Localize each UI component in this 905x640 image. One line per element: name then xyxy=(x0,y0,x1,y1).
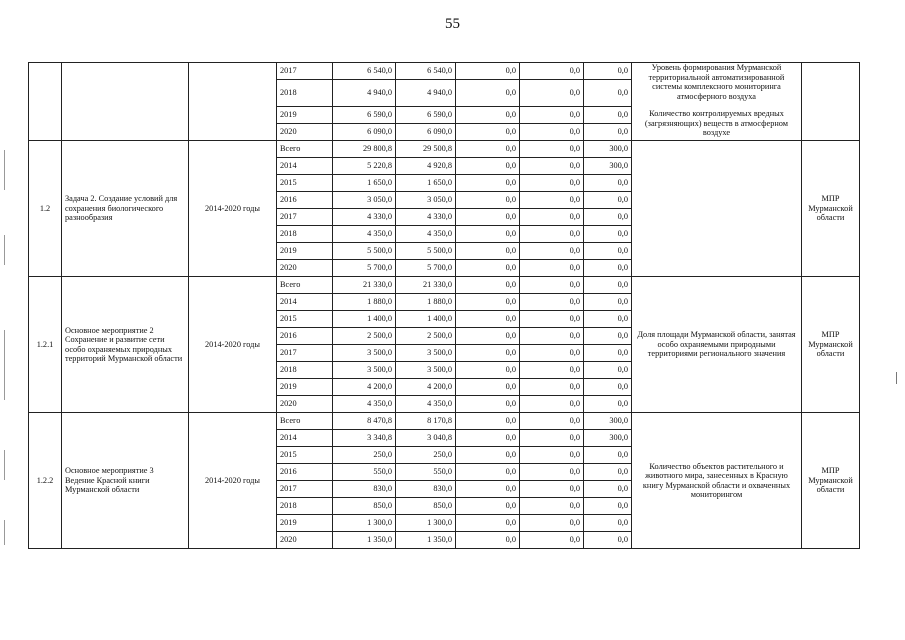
regional-budget-cell: 3 050,0 xyxy=(396,192,456,209)
year-cell: 2019 xyxy=(277,379,333,396)
regional-budget-cell: 4 350,0 xyxy=(396,396,456,413)
regional-budget-cell: 6 590,0 xyxy=(396,107,456,124)
amount-cell: 0,0 xyxy=(520,345,584,362)
total-cell: 4 940,0 xyxy=(333,80,396,107)
year-cell: 2015 xyxy=(277,311,333,328)
year-cell: Всего xyxy=(277,141,333,158)
amount-cell: 0,0 xyxy=(456,107,520,124)
year-cell: 2014 xyxy=(277,430,333,447)
regional-budget-cell: 4 330,0 xyxy=(396,209,456,226)
margin-mark xyxy=(4,235,5,265)
margin-mark xyxy=(896,372,897,384)
amount-cell: 0,0 xyxy=(520,124,584,141)
amount-cell: 0,0 xyxy=(456,294,520,311)
regional-budget-cell: 4 940,0 xyxy=(396,80,456,107)
regional-budget-cell: 29 500,8 xyxy=(396,141,456,158)
year-cell: 2017 xyxy=(277,345,333,362)
regional-budget-cell: 3 500,0 xyxy=(396,345,456,362)
amount-cell: 0,0 xyxy=(456,243,520,260)
amount-cell: 0,0 xyxy=(520,481,584,498)
regional-budget-cell: 4 920,8 xyxy=(396,158,456,175)
year-cell: 2014 xyxy=(277,294,333,311)
total-cell: 4 330,0 xyxy=(333,209,396,226)
executor-cell: МПР Мурманской области xyxy=(802,413,860,549)
amount-cell: 0,0 xyxy=(520,328,584,345)
amount-cell: 0,0 xyxy=(456,141,520,158)
amount-cell: 0,0 xyxy=(456,362,520,379)
regional-budget-cell: 850,0 xyxy=(396,498,456,515)
year-cell: 2016 xyxy=(277,192,333,209)
amount-cell: 0,0 xyxy=(520,192,584,209)
amount-cell: 0,0 xyxy=(584,175,632,192)
amount-cell: 0,0 xyxy=(456,532,520,549)
total-cell: 1 880,0 xyxy=(333,294,396,311)
amount-cell: 0,0 xyxy=(456,328,520,345)
year-cell: 2019 xyxy=(277,107,333,124)
total-cell: 1 300,0 xyxy=(333,515,396,532)
amount-cell: 0,0 xyxy=(520,396,584,413)
amount-cell: 0,0 xyxy=(584,532,632,549)
amount-cell: 0,0 xyxy=(456,260,520,277)
amount-cell: 0,0 xyxy=(456,430,520,447)
amount-cell: 0,0 xyxy=(584,498,632,515)
amount-cell: 0,0 xyxy=(520,80,584,107)
regional-budget-cell: 1 350,0 xyxy=(396,532,456,549)
regional-budget-cell: 1 300,0 xyxy=(396,515,456,532)
amount-cell: 0,0 xyxy=(584,447,632,464)
total-cell: 4 350,0 xyxy=(333,396,396,413)
total-cell: 3 340,8 xyxy=(333,430,396,447)
amount-cell: 0,0 xyxy=(584,107,632,124)
amount-cell: 0,0 xyxy=(520,379,584,396)
year-cell: 2017 xyxy=(277,63,333,80)
regional-budget-cell: 4 350,0 xyxy=(396,226,456,243)
total-cell: 5 220,8 xyxy=(333,158,396,175)
total-cell: 5 700,0 xyxy=(333,260,396,277)
regional-budget-cell: 3 040,8 xyxy=(396,430,456,447)
year-cell: 2019 xyxy=(277,515,333,532)
total-cell: 850,0 xyxy=(333,498,396,515)
regional-budget-cell: 2 500,0 xyxy=(396,328,456,345)
year-cell: 2017 xyxy=(277,481,333,498)
year-cell: 2015 xyxy=(277,447,333,464)
period-cell: 2014-2020 годы xyxy=(189,277,277,413)
amount-cell: 0,0 xyxy=(584,277,632,294)
amount-cell: 0,0 xyxy=(584,260,632,277)
year-cell: 2018 xyxy=(277,498,333,515)
regional-budget-cell: 5 500,0 xyxy=(396,243,456,260)
total-cell: 4 350,0 xyxy=(333,226,396,243)
total-cell: 1 350,0 xyxy=(333,532,396,549)
amount-cell: 0,0 xyxy=(456,124,520,141)
index-cell: 1.2.2 xyxy=(29,413,62,549)
amount-cell: 0,0 xyxy=(456,413,520,430)
year-cell: 2020 xyxy=(277,396,333,413)
amount-cell: 0,0 xyxy=(520,447,584,464)
amount-cell: 0,0 xyxy=(584,192,632,209)
amount-cell: 0,0 xyxy=(520,243,584,260)
indicator-text: Количество контролируемых вредных (загрязняющих) веществ в атмосферном воздухе xyxy=(644,109,789,137)
year-cell: 2015 xyxy=(277,175,333,192)
name-cell xyxy=(62,63,189,141)
total-cell: 3 500,0 xyxy=(333,362,396,379)
page-number: 55 xyxy=(445,16,460,32)
amount-cell: 0,0 xyxy=(520,158,584,175)
amount-cell: 0,0 xyxy=(584,226,632,243)
year-cell: Всего xyxy=(277,277,333,294)
amount-cell: 0,0 xyxy=(456,226,520,243)
year-cell: 2020 xyxy=(277,532,333,549)
margin-mark xyxy=(4,450,5,480)
total-cell: 29 800,8 xyxy=(333,141,396,158)
total-cell: 550,0 xyxy=(333,464,396,481)
total-cell: 250,0 xyxy=(333,447,396,464)
table-row xyxy=(29,277,860,294)
amount-cell: 0,0 xyxy=(584,63,632,80)
total-cell: 8 470,8 xyxy=(333,413,396,430)
indicator-cell xyxy=(632,63,802,141)
amount-cell: 0,0 xyxy=(520,413,584,430)
total-cell: 830,0 xyxy=(333,481,396,498)
total-cell: 6 590,0 xyxy=(333,107,396,124)
total-cell: 5 500,0 xyxy=(333,243,396,260)
regional-budget-cell: 6 540,0 xyxy=(396,63,456,80)
amount-cell: 0,0 xyxy=(584,294,632,311)
amount-cell: 0,0 xyxy=(584,345,632,362)
amount-cell: 0,0 xyxy=(584,311,632,328)
amount-cell: 0,0 xyxy=(520,277,584,294)
period-cell: 2014-2020 годы xyxy=(189,413,277,549)
amount-cell: 0,0 xyxy=(456,63,520,80)
amount-cell: 0,0 xyxy=(520,209,584,226)
regional-budget-cell: 550,0 xyxy=(396,464,456,481)
amount-cell: 0,0 xyxy=(584,124,632,141)
year-cell: 2017 xyxy=(277,209,333,226)
total-cell: 6 090,0 xyxy=(333,124,396,141)
amount-cell: 300,0 xyxy=(584,413,632,430)
amount-cell: 0,0 xyxy=(520,532,584,549)
amount-cell: 0,0 xyxy=(456,80,520,107)
amount-cell: 300,0 xyxy=(584,141,632,158)
amount-cell: 0,0 xyxy=(520,175,584,192)
amount-cell: 0,0 xyxy=(456,311,520,328)
regional-budget-cell: 6 090,0 xyxy=(396,124,456,141)
indicator-cell: Доля площади Мурманской области, занятая особо охраняемыми природными территориями регионального значения xyxy=(632,277,802,413)
regional-budget-cell: 5 700,0 xyxy=(396,260,456,277)
amount-cell: 0,0 xyxy=(456,464,520,481)
total-cell: 6 540,0 xyxy=(333,63,396,80)
amount-cell: 300,0 xyxy=(584,158,632,175)
regional-budget-cell: 4 200,0 xyxy=(396,379,456,396)
amount-cell: 0,0 xyxy=(456,515,520,532)
amount-cell: 0,0 xyxy=(520,63,584,80)
total-cell: 1 400,0 xyxy=(333,311,396,328)
period-cell: 2014-2020 годы xyxy=(189,141,277,277)
regional-budget-cell: 830,0 xyxy=(396,481,456,498)
total-cell: 3 500,0 xyxy=(333,345,396,362)
period-cell xyxy=(189,63,277,141)
amount-cell: 0,0 xyxy=(584,328,632,345)
amount-cell: 0,0 xyxy=(456,277,520,294)
regional-budget-cell: 250,0 xyxy=(396,447,456,464)
amount-cell: 0,0 xyxy=(584,396,632,413)
amount-cell: 0,0 xyxy=(520,141,584,158)
index-cell xyxy=(29,63,62,141)
total-cell: 4 200,0 xyxy=(333,379,396,396)
margin-mark xyxy=(4,150,5,190)
amount-cell: 0,0 xyxy=(520,260,584,277)
executor-cell xyxy=(802,63,860,141)
name-cell: Основное мероприятие 3 Ведение Красной книги Мурманской области xyxy=(62,413,189,549)
amount-cell: 0,0 xyxy=(584,515,632,532)
amount-cell: 0,0 xyxy=(520,311,584,328)
margin-mark xyxy=(4,520,5,545)
index-cell: 1.2 xyxy=(29,141,62,277)
amount-cell: 0,0 xyxy=(520,430,584,447)
indicator-text: Уровень формирования Мурманской территориальной автоматизированной системы комплексного мониторинга атмосферного воздуха xyxy=(648,63,785,101)
index-cell: 1.2.1 xyxy=(29,277,62,413)
regional-budget-cell: 8 170,8 xyxy=(396,413,456,430)
amount-cell: 0,0 xyxy=(520,515,584,532)
amount-cell: 0,0 xyxy=(520,498,584,515)
year-cell: 2016 xyxy=(277,328,333,345)
executor-cell: МПР Мурманской области xyxy=(802,141,860,277)
amount-cell: 0,0 xyxy=(456,345,520,362)
year-cell: 2014 xyxy=(277,158,333,175)
amount-cell: 0,0 xyxy=(456,447,520,464)
margin-mark xyxy=(4,330,5,400)
name-cell: Задача 2. Создание условий для сохранения биологического разнообразия xyxy=(62,141,189,277)
regional-budget-cell: 1 880,0 xyxy=(396,294,456,311)
regional-budget-cell: 1 400,0 xyxy=(396,311,456,328)
amount-cell: 0,0 xyxy=(584,80,632,107)
year-cell: Всего xyxy=(277,413,333,430)
year-cell: 2018 xyxy=(277,362,333,379)
amount-cell: 0,0 xyxy=(520,107,584,124)
year-cell: 2018 xyxy=(277,80,333,107)
year-cell: 2018 xyxy=(277,226,333,243)
total-cell: 3 050,0 xyxy=(333,192,396,209)
amount-cell: 0,0 xyxy=(456,175,520,192)
amount-cell: 0,0 xyxy=(584,362,632,379)
amount-cell: 300,0 xyxy=(584,430,632,447)
total-cell: 2 500,0 xyxy=(333,328,396,345)
amount-cell: 0,0 xyxy=(456,192,520,209)
table-row xyxy=(29,63,860,80)
amount-cell: 0,0 xyxy=(456,209,520,226)
table-row xyxy=(29,413,860,430)
amount-cell: 0,0 xyxy=(456,158,520,175)
amount-cell: 0,0 xyxy=(456,379,520,396)
executor-cell: МПР Мурманской области xyxy=(802,277,860,413)
amount-cell: 0,0 xyxy=(584,379,632,396)
amount-cell: 0,0 xyxy=(520,464,584,481)
amount-cell: 0,0 xyxy=(584,481,632,498)
amount-cell: 0,0 xyxy=(456,498,520,515)
year-cell: 2016 xyxy=(277,464,333,481)
regional-budget-cell: 1 650,0 xyxy=(396,175,456,192)
amount-cell: 0,0 xyxy=(456,481,520,498)
total-cell: 1 650,0 xyxy=(333,175,396,192)
name-cell: Основное мероприятие 2 Сохранение и развитие сети особо охраняемых природных территорий Мурманской области xyxy=(62,277,189,413)
program-table xyxy=(28,62,860,549)
amount-cell: 0,0 xyxy=(520,362,584,379)
amount-cell: 0,0 xyxy=(584,464,632,481)
table-row xyxy=(29,141,860,158)
indicator-cell xyxy=(632,141,802,277)
indicator-cell: Количество объектов растительного и животного мира, занесенных в Красную книгу Мурманской области и охваченных мониторингом xyxy=(632,413,802,549)
amount-cell: 0,0 xyxy=(520,294,584,311)
year-cell: 2019 xyxy=(277,243,333,260)
year-cell: 2020 xyxy=(277,124,333,141)
regional-budget-cell: 3 500,0 xyxy=(396,362,456,379)
regional-budget-cell: 21 330,0 xyxy=(396,277,456,294)
amount-cell: 0,0 xyxy=(520,226,584,243)
amount-cell: 0,0 xyxy=(584,209,632,226)
amount-cell: 0,0 xyxy=(456,396,520,413)
year-cell: 2020 xyxy=(277,260,333,277)
amount-cell: 0,0 xyxy=(584,243,632,260)
total-cell: 21 330,0 xyxy=(333,277,396,294)
